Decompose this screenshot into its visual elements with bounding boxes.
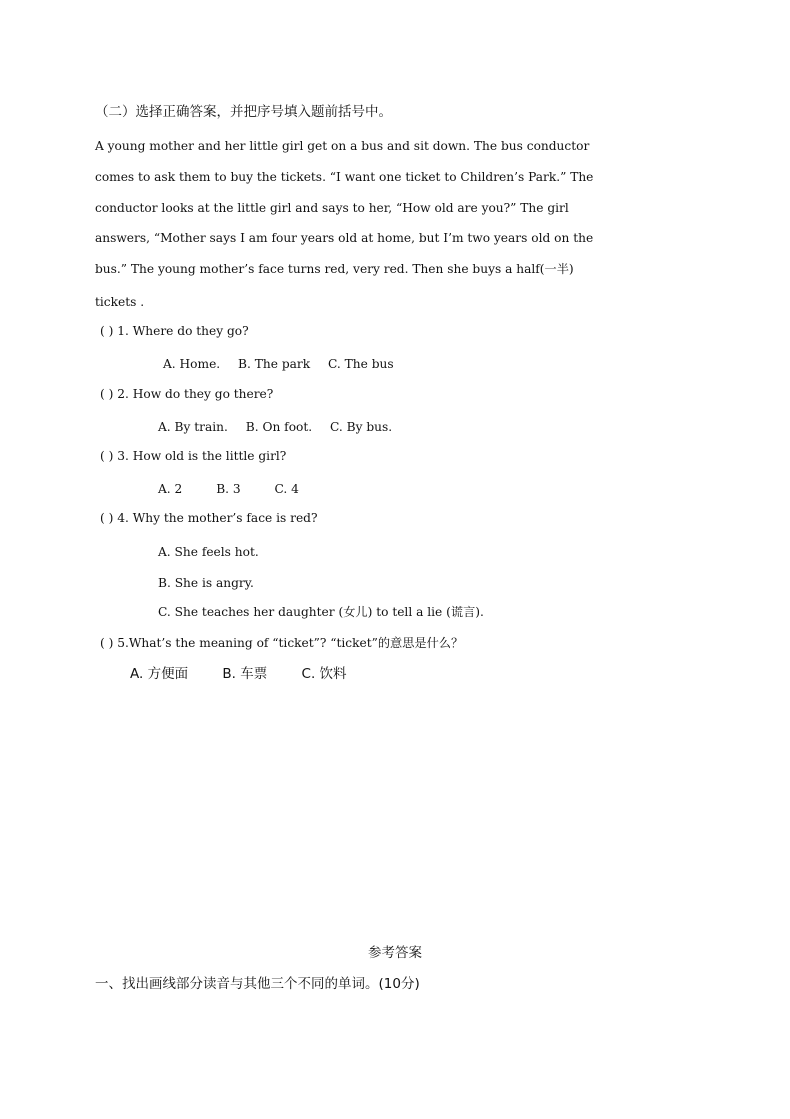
- question-4-option-c: C. She teaches her daughter (女儿) to tell a lie (谎言).: [158, 605, 484, 619]
- option-b: B. On foot.: [245, 420, 313, 434]
- question-3-stem: ( ) 3. How old is the little girl?: [100, 449, 287, 463]
- question-4-stem: ( ) 4. Why the mother’s face is red?: [100, 511, 318, 525]
- option-c: C. 4: [274, 482, 299, 496]
- question-1-stem: ( ) 1. Where do they go?: [100, 324, 249, 338]
- passage-line: bus.” The young mother’s face turns red, very red. Then she buys a half(一半): [95, 262, 574, 276]
- question-4-option-a: A. She feels hot.: [158, 545, 259, 559]
- answer-section-heading: 一、找出画线部分读音与其他三个不同的单词。(10分): [95, 976, 420, 992]
- question-3-options: [158, 483, 313, 495]
- option-c: C. By bus.: [330, 420, 393, 434]
- question-5-stem: ( ) 5.What’s the meaning of “ticket”? “ticket”的意思是什么？: [100, 636, 464, 650]
- option-a: A. 2: [158, 482, 183, 496]
- option-b: B. 3: [216, 482, 241, 496]
- passage-line: comes to ask them to buy the tickets. “I want one ticket to Children’s Park.” The: [95, 170, 594, 184]
- option-b: B. 车票: [222, 666, 268, 682]
- question-5-options: [130, 668, 361, 682]
- question-2-stem: ( ) 2. How do they go there?: [100, 387, 274, 401]
- question-4-option-b: B. She is angry.: [158, 576, 254, 590]
- question-2-options: [158, 421, 406, 433]
- option-a: A. By train.: [158, 420, 228, 434]
- option-b: B. The park: [238, 357, 311, 371]
- section-heading: （二）选择正确答案，并把序号填入题前括号中。: [95, 104, 392, 120]
- passage-line: conductor looks at the little girl and says to her, “How old are you?” The girl: [95, 201, 569, 215]
- option-a: A. Home.: [163, 357, 221, 371]
- option-c: C. The bus: [327, 357, 394, 371]
- answer-title: 参考答案: [368, 945, 422, 961]
- passage-line: tickets .: [95, 295, 145, 309]
- option-a: A. 方便面: [130, 666, 189, 682]
- passage-line: A young mother and her little girl get on a bus and sit down. The bus conductor: [95, 139, 590, 153]
- option-c: C. 饮料: [301, 666, 347, 682]
- passage-line: answers, “Mother says I am four years old at home, but I’m two years old on the: [95, 231, 594, 245]
- question-1-options: [163, 358, 408, 370]
